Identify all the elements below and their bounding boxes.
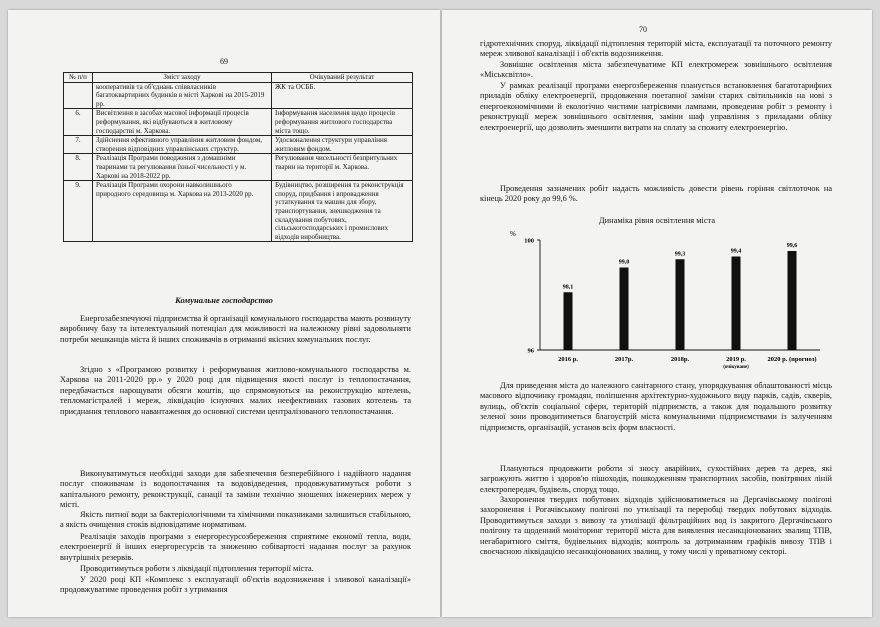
- y-axis-unit: %: [510, 230, 516, 238]
- section-heading: Комунальне господарство: [175, 295, 273, 305]
- x-tick-label: 2016 р.: [558, 356, 578, 363]
- paragraph: У 2020 році КП «Комплекс з експлуатації об'єктів водозниження і зливової каналізації» продовжуватиме проведення робіт з утримання: [60, 575, 411, 595]
- table-header-cell: Очікуваний результат: [272, 73, 413, 83]
- paragraph: гідротехнічних споруд, ліквідації підтоплення територій міста, експлуатації та поточного ремонту мереж зливової каналізації і об'єктів водозниження.: [480, 39, 832, 59]
- paragraph: У рамках реалізації програми енергозбереження планується встановлення багатотарифних приладів обліку електроенергії, продовження поетапної заміни старих світильників на нові з енергоекономічними й екологічно чистими натрієвими лампами, проведення робіт з ремонту і реконструкції мереж зовнішнього освітлення, заміни шаф управління з приладами обліку електроенергії, що дозволить зменшити витрати на сплату за спожиту електроенергію.: [480, 81, 832, 132]
- chart-title: Динаміка рівня освітлення міста: [598, 216, 716, 225]
- data-label: 99,4: [730, 248, 742, 255]
- data-label: 99,6: [786, 243, 798, 249]
- row-result: Удосконалення структури управління житловим фондом.: [272, 136, 413, 154]
- y-tick-label: 100: [524, 237, 534, 245]
- paragraph: Реалізація заходів програми з енергоресурсозбереження сприятиме економії тепла, води, електроенергії й інших енергоресурсів та зниженню собівартості надання послуг за рахунок внутрішніх резервів.: [60, 532, 411, 562]
- x-tick-sublabel: (очікуване): [723, 365, 749, 370]
- lighting-level-chart: [500, 228, 830, 373]
- table-row: [64, 181, 413, 242]
- right-page: [442, 10, 872, 617]
- bar: [620, 268, 629, 351]
- bar: [676, 259, 685, 350]
- bar-group: [564, 248, 797, 350]
- x-tick-label: 2020 р. (прогноз): [767, 356, 817, 363]
- x-tick-label: 2019 р.: [726, 356, 746, 363]
- paragraph: Для приведення міста до належного санітарного стану, упорядкування облаштованості місць масового відпочинку громадян, поліпшення архітектурно-художнього виду парків, садів, скверів, вулиць, об'єктів соціальної сфери, територій підприємств, а також для подальшого розвитку зеленої зони проводитиметься благоустрій міста комунальними підприємствами із залученням підприємств, організацій, установ всіх форм власності.: [480, 381, 832, 432]
- bar: [564, 292, 573, 350]
- row-content: Здійснення ефективного управління житловим фондом, створення відповідних управлінських структур.: [93, 136, 272, 154]
- row-content: кооперативів та об'єднань співвласників багатоквартирних будинків в місті Харкові на 2015-2019 рр.: [93, 82, 272, 109]
- y-tick-label: 96: [527, 347, 534, 355]
- row-content: Висвітлення в засобах масової інформації процесів реформування, які відбуваються в житловому господарстві м. Харкова.: [93, 109, 272, 136]
- row-number: 7.: [64, 136, 93, 154]
- row-number: 8.: [64, 154, 93, 181]
- row-content: Реалізація Програми охорони навколишнього природного середовища м. Харкова на 2013-2020 рр.: [93, 181, 272, 242]
- table-row: [64, 82, 413, 109]
- paragraph: Виконуватимуться необхідні заходи для забезпечення безперебійного і надійного надання послуг споживачам із водопостачання та водовідведення, продовжуватимуться роботи з капітального ремонту, реконструкції, санації та заміни технічно зношених інженерних мереж у місті.: [60, 469, 411, 510]
- table-header-cell: № п/п: [64, 73, 93, 83]
- row-result: ЖК та ОСББ.: [272, 82, 413, 109]
- row-content: Реалізація Програми поводження з домашніми тваринами та регулювання їхньої чисельності у м. Харкові на 2018-2022 рр.: [93, 154, 272, 181]
- row-number: 9.: [64, 181, 93, 242]
- left-page: [8, 10, 440, 617]
- paragraph: Проведення зазначених робіт надасть можливість довести рівень горіння світлоточок на кінець 2020 року до 99,6 %.: [480, 184, 832, 204]
- measures-table: [63, 72, 413, 242]
- paragraph: Згідно з «Програмою розвитку і реформування житлово-комунального господарства м. Харкова на 2011-2020 рр.» у 2020 році для підвищення якості послуг із теплопостачання, передбачається нарощувати обсяги коштів, що спрямовуються на реконструкцію котелень, тепломагістралей і мереж, ліквідацію існуючих малих неефективних газових котелень та приєднання теплового навантаження до основної системи централізованого теплопостачання.: [60, 365, 411, 416]
- y-tick-group: [524, 238, 540, 355]
- page-number: 69: [220, 57, 228, 66]
- page-number: 70: [639, 25, 647, 34]
- row-result: Інформування населення щодо процесів реформування житлового господарства міста тощо.: [272, 109, 413, 136]
- data-label: 99,3: [674, 251, 686, 258]
- bar: [788, 251, 797, 350]
- row-result: Регулювання чисельності безпритульних тварин на території м. Харкова.: [272, 154, 413, 181]
- paragraph: Зовнішнє освітлення міста забезпечуватиме КП електромереж зовнішнього освітлення «Міськсвітло».: [480, 60, 832, 80]
- table-header-row: [64, 73, 413, 83]
- row-number: 6.: [64, 109, 93, 136]
- row-number: [64, 82, 93, 109]
- row-result: Будівництво, розширення та реконструкція споруд, придбання і впровадження устаткування та машин для збору, транспортування, знешкодження та складування побутових, сільськогосподарських і промислових відходів виробництва.: [272, 181, 413, 242]
- table-header-cell: Зміст заходу: [93, 73, 272, 83]
- data-label: 98,1: [562, 284, 574, 291]
- paragraph: Проводитимуться роботи з ліквідації підтоплення території міста.: [80, 564, 314, 573]
- x-tick-label: 2018р.: [670, 356, 690, 363]
- table-row: [64, 136, 413, 154]
- paragraph: Захоронення твердих побутових відходів здійснюватиметься на Дергачівському полігоні захоронення і Рогачівському полігоні по утилізації та переробці твердих побутових відходів. Проводитимуться заходи з вивозу та утилізації фільтраційних вод із закритого Дергачівського полігону та щоденний моніторинг території міста для виявлення несанкціонованих звалищ ТПВ, негабаритного сміття, будівельних відходів; контроль за дотриманням графіків вивозу ТПВ і своєчасною ліквідацією несанкціонованих звалищ, у тому числі у приватному секторі.: [480, 495, 832, 557]
- x-label-group: [558, 356, 816, 370]
- table-row: [64, 109, 413, 136]
- bar: [732, 257, 741, 351]
- table-row: [64, 154, 413, 181]
- data-label: 99,0: [618, 259, 630, 266]
- paragraph: Енергозабезпечуючі підприємства й організації комунального господарства мають розвинуту виробничу базу та інтелектуальний потенціал для можливості на належному рівні задовольняти потреби мешканців міста й інших споживачів в отриманні якісних комунальних послуг.: [60, 314, 411, 344]
- paragraph: Якість питної води за бактеріологічними та хімічними показниками залишиться стабільною, а якість очищення стоків відповідатиме нормативам.: [60, 510, 411, 530]
- paragraph: Плануються продовжити роботи зі зносу аварійних, сухостійних дерев та дерев, які загрожують життю і здоров'ю пішоходів, пошкодженням транспортних засобів, повітряних ліній електропередач, будівель, споруд тощо.: [480, 464, 832, 494]
- x-tick-label: 2017р.: [614, 356, 634, 363]
